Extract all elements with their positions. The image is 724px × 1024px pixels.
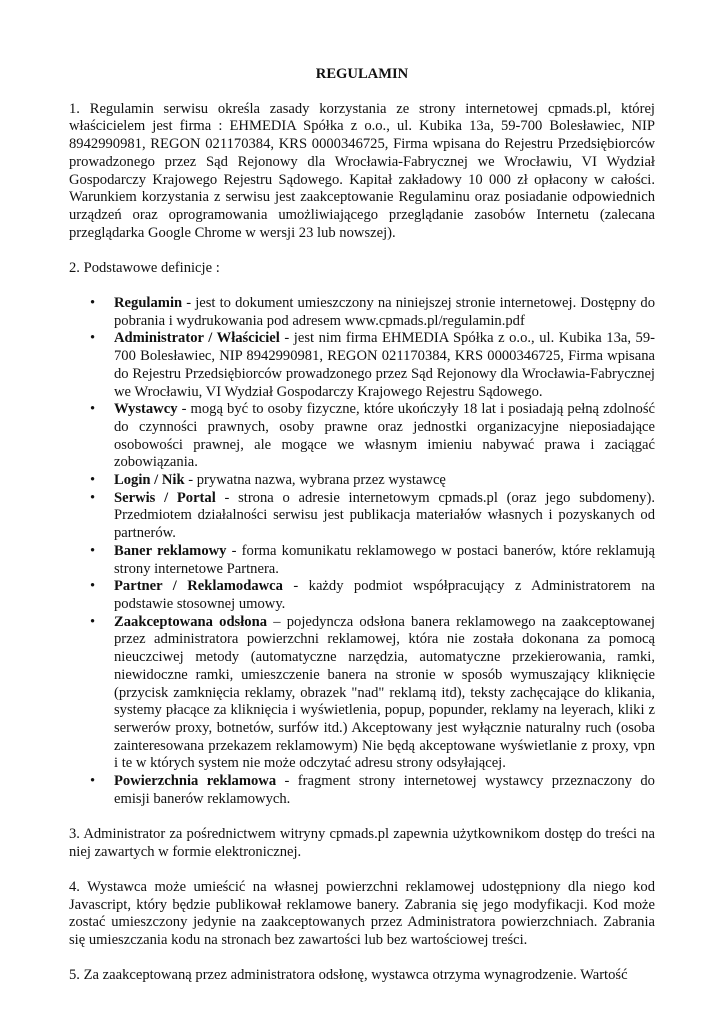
definition-desc: - forma komunikatu reklamowego w postaci banerów, które reklamują strony internetowe Partnera. [114,542,656,577]
bullet-icon: • [90,489,96,506]
definitions-list [69,295,655,808]
definition-desc: - mogą być to osoby fizyczne, które ukończyły 18 lat i posiadają pełną zdolność do czynności prawnych, osoby prawne oraz jednostki organizacyjne nieposiadające osobowości prawnej, ale mogące we własnym imieniu nabywać prawa i zaciągać zobowiązania. [114,401,655,471]
definition-desc: – pojedyncza odsłona banera reklamowego na zaakceptowanej przez administratora powierzchni reklamowej, która nie została dokonana za pomocą nieuczciwej metody (automatyczne narzędzia, automatyczne przekierowania, ramki, niewidoczne ramki, umieszczenie banera na stronie w sposób wymuszający kliknięcie (przycisk zamknięcia reklamy, obrazek "nad" reklamą itd), teksty zachęcające do klikania, systemy płacące za kliknięcia i wyświetlenia, popup, popunder, reklamy na leyerach, kliki z serwerów proxy, botnetów, surfów itd.) Akceptowany jest wyłącznie naturalny ruch (osoba zainteresowana przekazem reklamowym) Nie będą akceptowane wyświetlanie z proxy, vpn i te w których system nie może odczytać adresu strony odsyłającej. [114,613,655,772]
definition-item-partner [90,578,655,613]
definition-desc: - każdy podmiot współpracujący z Administratorem na podstawie stosownej umowy. [114,578,655,612]
bullet-icon: • [90,542,96,559]
definition-term: Wystawcy [114,401,178,418]
definition-term: Partner / Reklamodawca [114,578,283,595]
paragraph-2-heading: 2. Podstawowe definicje : [69,259,220,276]
paragraph-3: 3. Administrator za pośrednictwem witryny cpmads.pl zapewnia użytkownikom dostęp do treści na niej zawartych w formie elektronicznej. [69,825,655,860]
bullet-icon: • [90,613,96,630]
definition-term: Zaakceptowana odsłona [114,613,268,630]
definition-desc: - jest to dokument umieszczony na niniejszej stronie internetowej. Dostępny do pobrania i wydrukowania pod adresem www.cpmads.pl/regulamin.pdf [114,295,655,329]
definition-desc: - fragment strony internetowej wystawcy przeznaczony do emisji banerów reklamowych. [114,773,655,807]
definition-term: Regulamin [114,295,183,312]
definition-desc: - strona o adresie internetowym cpmads.pl (oraz jego subdomeny). Przedmiotem działalności serwisu jest publikacja materiałów własnych i pozyskanych od partnerów. [114,489,655,542]
bullet-icon: • [90,773,96,790]
definition-item-serwis [90,489,655,543]
definition-item-odslona [90,613,655,773]
bullet-icon: • [90,578,96,595]
paragraph-1: 1. Regulamin serwisu określa zasady korzystania ze strony internetowej cpmads.pl, której właścicielem jest firma : EHMEDIA Spółka z o.o., ul. Kubika 13a, 59-700 Bolesławiec, NIP 8942990981, REGON 021170384, KRS 0000346725, Firma wpisana do Rejestru Przedsiębiorców prowadzonego przez Sąd Rejonowy dla Wrocławia-Fabrycznej we Wrocławiu, VI Wydział Gospodarczy Krajowego Rejestru Sądowego. Kapitał zakładowy 10 000 zł opłacony w całości. Warunkiem korzystania z serwisu jest zaakceptowanie Regulaminu oraz posiadanie odpowiednich urządzeń oraz oprogramowania umożliwiającego przeglądanie zasobów Internetu (zalecana przeglądarka Google Chrome w wersji 23 lub nowszej). [69,100,655,241]
definition-term: Baner reklamowy [114,542,227,559]
document-title: REGULAMIN [315,66,409,82]
paragraph-4: 4. Wystawca może umieścić na własnej powierzchni reklamowej udostępniony dla niego kod Javascript, który będzie publikował reklamowe banery. Zabrania się jego modyfikacji. Kod może zostać umieszczony jedynie na zaakceptowanych przez Administratora powierzchniach. Zabrania się umieszczania kodu na stronach bez zawartości lub bez wartościowej treści. [69,878,655,948]
definition-term: Serwis / Portal [114,489,216,506]
bullet-icon: • [90,295,96,312]
bullet-icon: • [90,472,96,489]
bullet-icon: • [90,330,96,347]
bullet-icon: • [90,401,96,418]
definition-desc: - prywatna nazwa, wybrana przez wystawcę [184,472,446,489]
definition-item-regulamin [90,295,655,330]
definition-desc: - jest nim firma EHMEDIA Spółka z o.o., ul. Kubika 13a, 59-700 Bolesławiec, NIP 8942990981, REGON 021170384, KRS 0000346725, Firma wpisana do Rejestru Przedsiębiorców prowadzonego przez Sąd Rejonowy dla Wrocławia-Fabrycznej we Wrocławiu, VI Wydział Gospodarczy Krajowego Rejestru Sądowego. [114,330,655,400]
definition-item-powierzchnia [90,773,655,808]
definition-term: Powierzchnia reklamowa [114,773,277,790]
paragraph-5: 5. Za zaakceptowaną przez administratora odsłonę, wystawca otrzyma wynagrodzenie. Wartość [69,967,628,984]
definition-term: Login / Nik [114,472,185,489]
definition-term: Administrator / Właściciel [114,330,280,347]
definition-item-wystawcy [90,401,655,472]
definition-item-administrator [90,330,655,401]
definition-item-baner [90,542,656,578]
definition-item-login [90,472,655,490]
